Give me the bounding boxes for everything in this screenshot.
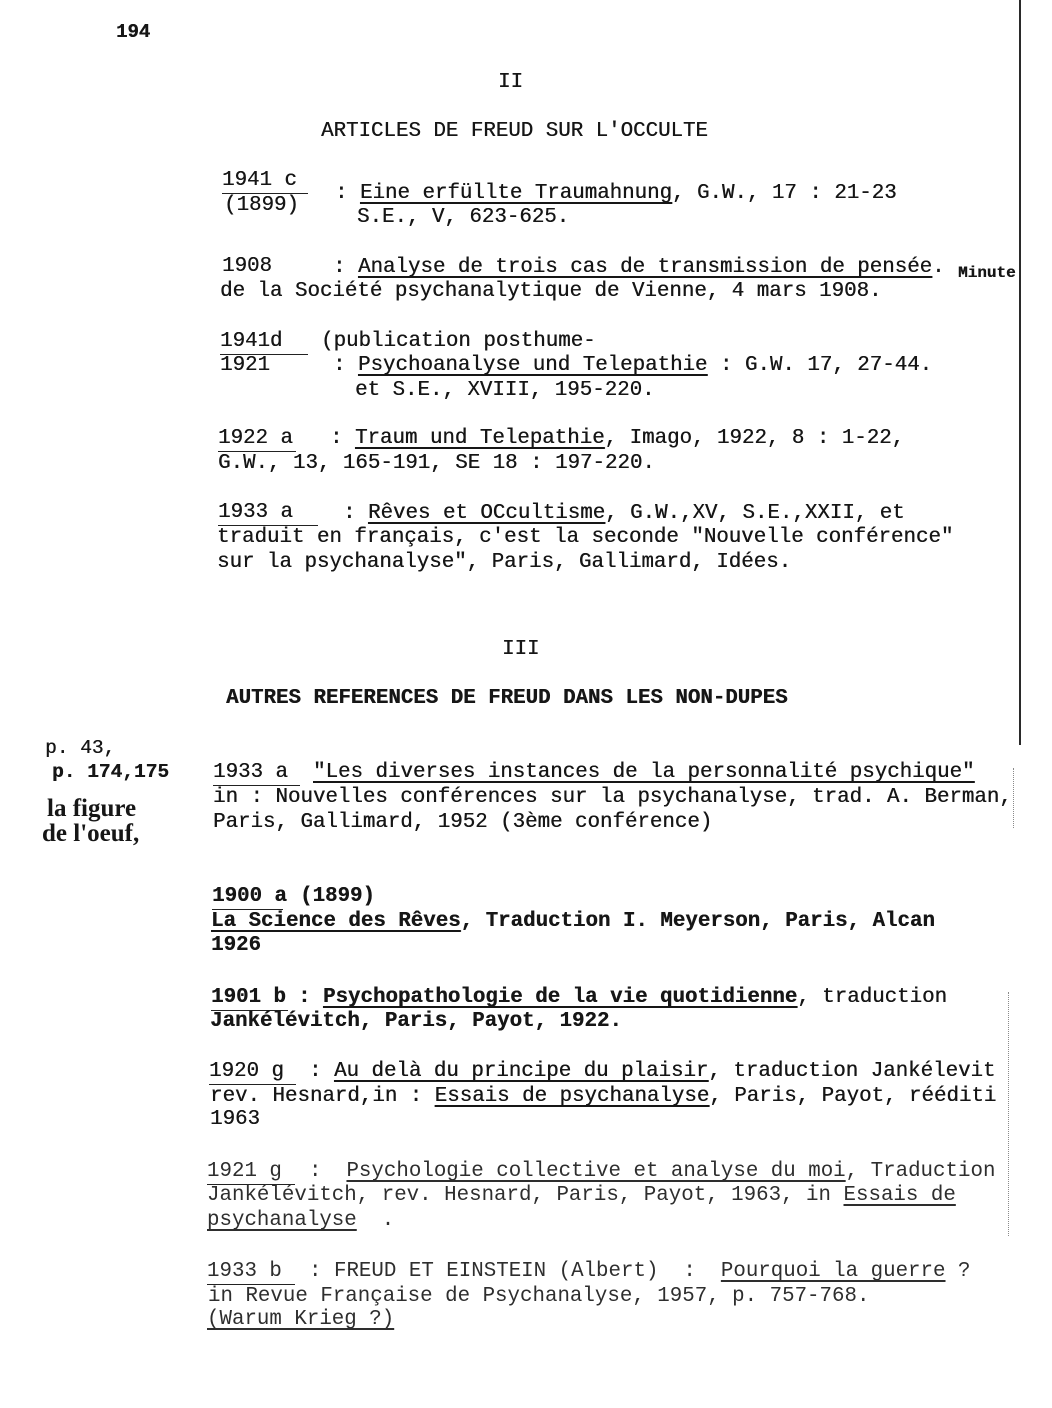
entry-continuation-line: Jankélévitch, Paris, Payot, 1922.	[210, 1010, 622, 1033]
entry-original-title: (Warum Krieg ?)	[207, 1308, 395, 1331]
entry-code-secondary: 1921	[220, 354, 270, 377]
entry-note: (publication posthume-	[321, 330, 596, 353]
entry-separator: :	[309, 1160, 347, 1183]
entry-details: rev. Hesnard,in :	[210, 1085, 435, 1108]
entry-title: Au delà du principe du plaisir	[333, 1060, 709, 1083]
entry-title: Eine erfüllte Traumahnung	[359, 182, 672, 205]
entry-details: , traduction Jankélevit	[708, 1060, 996, 1083]
entry-citation-line	[298, 985, 947, 1010]
entry-citation-line	[333, 353, 932, 378]
entry-title: Rêves et OCcultisme	[367, 502, 606, 525]
entry-code: 1921 g	[207, 1159, 295, 1185]
entry-details: , Traduction	[845, 1160, 996, 1183]
entry-title: Pourquoi la guerre	[720, 1260, 946, 1283]
entry-continuation-line: de la Société psychanalytique de Vienne, 4 mars 1908.	[220, 280, 882, 303]
entry-citation-line	[309, 1259, 970, 1284]
entry-details: .	[932, 256, 945, 279]
entry-title: "Les diverses instances de la personnalité psychique"	[313, 761, 975, 784]
entry-title: La Science des Rêves	[211, 910, 461, 933]
entry-code: 1901 b	[211, 985, 288, 1011]
entry-code: 1900 a	[212, 885, 287, 908]
entry-continuation-line: G.W., 13, 165-191, SE 18 : 197-220.	[218, 452, 655, 475]
entry-code: 1920 g	[209, 1059, 296, 1085]
entry-details: .	[356, 1209, 395, 1232]
entry-continuation-line: et S.E., XVIII, 195-220.	[355, 379, 655, 402]
entry-details: , Imago, 1922, 8 : 1-22,	[604, 427, 905, 450]
entry-citation-line	[309, 1059, 995, 1084]
entry-separator: :	[298, 986, 323, 1009]
right-margin-rule	[1019, 0, 1021, 745]
entry-citation-line	[330, 426, 904, 451]
entry-collection-title: Essais de	[843, 1184, 956, 1207]
entry-details: , traduction	[797, 986, 947, 1009]
right-margin-rule-faint	[1013, 768, 1014, 828]
entry-collection-title: psychanalyse	[207, 1209, 357, 1232]
section-iii-numeral: III	[502, 638, 540, 661]
entry-citation-line	[333, 255, 945, 280]
entry-authors: FREUD ET EINSTEIN (Albert) :	[333, 1260, 721, 1283]
entry-continuation-line: 1963	[210, 1108, 260, 1131]
entry-details: ?	[945, 1260, 971, 1283]
entry-original-year: (1899)	[224, 194, 299, 217]
entry-continuation-line: S.E., V, 623-625.	[357, 206, 570, 229]
section-ii-heading: ARTICLES DE FREUD SUR L'OCCULTE	[321, 120, 708, 143]
entry-separator: :	[343, 502, 368, 525]
entry-code: 1933 b	[207, 1259, 295, 1285]
entry-code: 1933 a	[213, 760, 300, 786]
entry-continuation-line	[207, 1183, 956, 1208]
entry-details: : G.W. 17, 27-44.	[707, 354, 933, 377]
entry-separator: :	[309, 1260, 334, 1283]
entry-citation-line	[309, 1159, 995, 1184]
entry-details: Jankélévitch, rev. Hesnard, Paris, Payot, 1963, in	[207, 1184, 844, 1207]
entry-separator: :	[333, 256, 358, 279]
entry-citation-line	[211, 909, 935, 934]
entry-title: Psychologie collective et analyse du moi	[346, 1160, 846, 1183]
entry-original-year: (1899)	[300, 885, 375, 908]
entry-separator: :	[309, 1060, 334, 1083]
margin-note-handwritten: de l'oeuf,	[42, 820, 140, 847]
entry-citation-line	[343, 501, 905, 526]
entry-collection-title: Essais de psychanalyse	[434, 1085, 710, 1108]
entry-continuation-line	[210, 1084, 996, 1109]
entry-details: , G.W.,XV, S.E.,XXII, et	[605, 502, 905, 525]
right-margin-rule-faint	[1008, 992, 1009, 1236]
entry-code: 1922 a	[218, 426, 296, 452]
entry-title: Analyse de trois cas de transmission de pensée	[357, 256, 933, 279]
section-iii-heading: AUTRES REFERENCES DE FREUD DANS LES NON-DUPES	[226, 687, 788, 710]
margin-note-page-ref: p. 174,175	[52, 761, 170, 783]
entry-separator: :	[333, 354, 358, 377]
entry-details: , Traduction I. Meyerson, Paris, Alcan	[460, 910, 935, 933]
margin-note-handwritten: la figure	[47, 795, 137, 822]
entry-code: 1941d	[220, 329, 308, 355]
entry-separator: :	[330, 427, 355, 450]
entry-continuation-line: in : Nouvelles conférences sur la psychanalyse, trad. A. Berman,	[213, 786, 1012, 809]
entry-title: Psychoanalyse und Telepathie	[357, 354, 708, 377]
entry-details: , Paris, Payot, rééditi	[709, 1085, 997, 1108]
entry-citation-line	[335, 181, 897, 206]
entry-continuation-line	[207, 1208, 394, 1233]
entry-title: Psychopathologie de la vie quotidienne	[322, 986, 798, 1009]
margin-note-page-ref: p. 43,	[45, 737, 116, 759]
entry-continuation-line: Paris, Gallimard, 1952 (3ème conférence)	[213, 811, 713, 834]
entry-continuation-line: traduit en français, c'est la seconde "Nouvelle conférence"	[217, 526, 954, 549]
entry-separator: :	[335, 182, 360, 205]
page-number: 194	[116, 21, 151, 43]
entry-continuation-line: in Revue Française de Psychanalyse, 1957, p. 757-768.	[208, 1285, 870, 1308]
entry-details: , G.W., 17 : 21-23	[671, 182, 897, 205]
entry-continuation-line: 1926	[211, 934, 261, 957]
entry-continuation-line: sur la psychanalyse", Paris, Gallimard, Idées.	[217, 551, 792, 574]
entry-code: 1941 c	[222, 168, 308, 194]
entry-code: 1908	[222, 255, 272, 278]
entry-margin-note: Minute	[958, 264, 1016, 282]
section-ii-numeral: II	[498, 71, 523, 94]
entry-code: 1933 a	[218, 500, 318, 526]
entry-title: Traum und Telepathie	[354, 427, 605, 450]
